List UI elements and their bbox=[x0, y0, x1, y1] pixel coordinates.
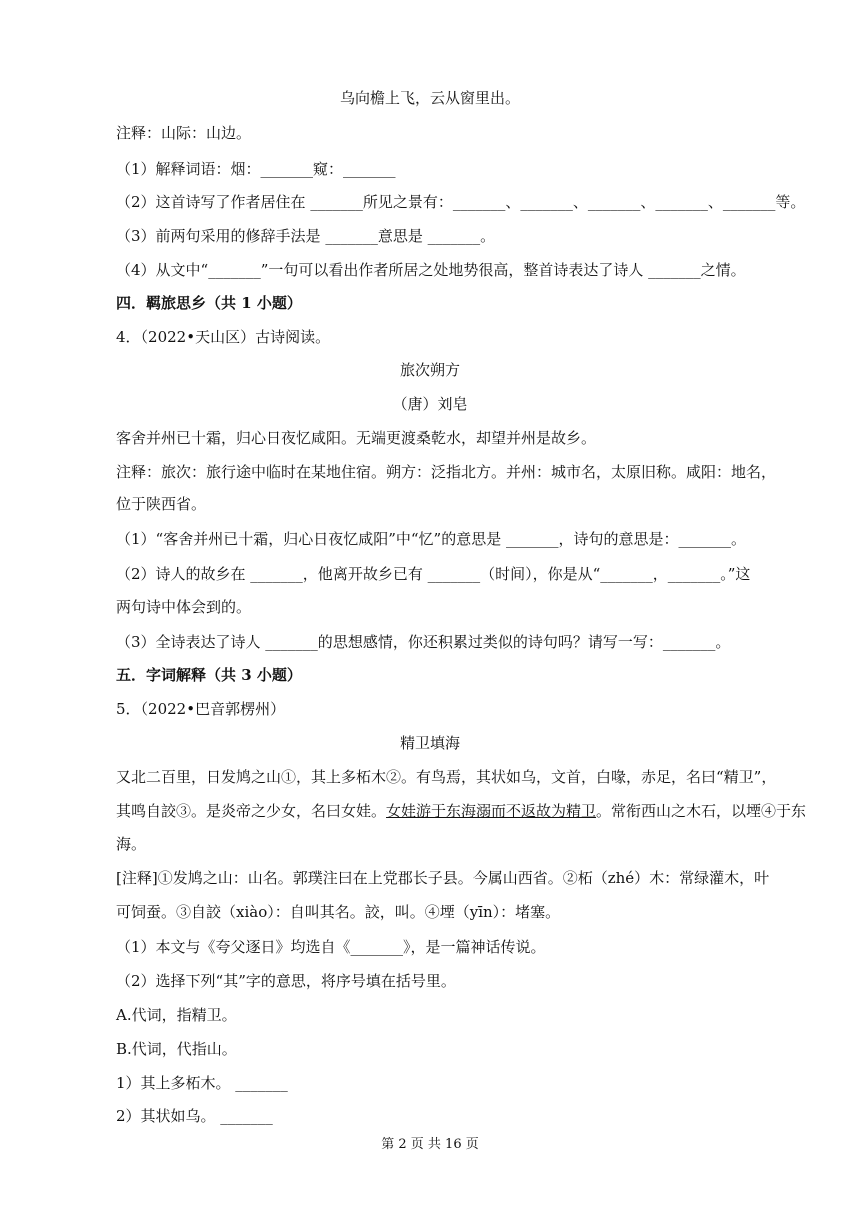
sub-question-2: 2）其状如乌。 _______ bbox=[116, 1107, 273, 1125]
poem-note: 注释：山际：山边。 bbox=[116, 124, 252, 142]
question-2: （2）这首诗写了作者居住在 _______所见之景有：_______、_______、_______、_______、_______等。 bbox=[116, 193, 806, 211]
question-4: （4）从文中“_______”一句可以看出作者所居之处地势很高，整首诗表达了诗人 _______之情。 bbox=[116, 261, 746, 279]
poem-note-line: 位于陕西省。 bbox=[116, 495, 207, 513]
passage-line: 海。 bbox=[116, 835, 147, 853]
question-1: （1）本文与《夸父逐日》均选自《_______》，是一篇神话传说。 bbox=[116, 938, 546, 956]
question-intro: 4．（2022•天山区）古诗阅读。 bbox=[116, 328, 331, 346]
underlined-sentence: 女娃游于东海溺而不返故为精卫 bbox=[386, 802, 597, 820]
question-3: （3）全诗表达了诗人 _______的思想感情，你还积累过类似的诗句吗？请写一写：_______。 bbox=[116, 633, 731, 651]
section-heading: 五．字词解释（共 3 小题） bbox=[116, 666, 302, 684]
option-a: A.代词，指精卫。 bbox=[116, 1006, 237, 1024]
poem-author: （唐）刘皂 bbox=[392, 395, 468, 413]
poem-title: 旅次朔方 bbox=[399, 361, 460, 379]
question-intro: 5．（2022•巴音郭楞州） bbox=[116, 700, 286, 718]
passage-note-line: [注释]①发鸠之山：山名。郭璞注曰在上党郡长子县。今属山西省。②柘（zhé）木：常绿灌木，叶 bbox=[116, 869, 770, 887]
passage-note-line: 可饲蚕。③自詨（xiào）：自叫其名。詨，叫。④堙（yīn）：堵塞。 bbox=[116, 903, 561, 921]
passage-text: 其鸣自詨③。是炎帝之少女，名曰女娃。 bbox=[116, 802, 387, 820]
question-2: （2）选择下列“其”字的意思，将序号填在括号里。 bbox=[116, 972, 456, 990]
passage-text: 。常衔西山之木石，以堙④于东 bbox=[596, 802, 807, 820]
option-b: B.代词，代指山。 bbox=[116, 1040, 237, 1058]
section-heading: 四．羁旅思乡（共 1 小题） bbox=[116, 294, 302, 312]
poem-note-line: 注释：旅次：旅行途中临时在某地住宿。朔方：泛指北方。并州：城市名，太原旧称。咸阳：地名， bbox=[116, 463, 777, 481]
passage-line bbox=[116, 801, 807, 821]
question-2-continued: 两句诗中体会到的。 bbox=[116, 598, 252, 616]
poem-text: 客舍并州已十霜，归心日夜忆咸阳。无端更渡桑乾水，却望并州是故乡。 bbox=[116, 429, 597, 447]
poem-last-line: 乌向檐上飞，云从窗里出。 bbox=[339, 89, 520, 107]
question-2: （2）诗人的故乡在 _______，他离开故乡已有 _______（时间），你是从“_______，_______。”这 bbox=[116, 565, 751, 583]
passage-line: 又北二百里，日发鸠之山①，其上多柘木②。有鸟焉，其状如乌，文首，白喙，赤足，名曰“精卫”， bbox=[116, 768, 777, 786]
sub-question-1: 1）其上多柘木。 _______ bbox=[116, 1074, 288, 1092]
question-1: （1）解释词语：烟：_______窥：_______ bbox=[116, 160, 396, 178]
question-1: （1）“客舍并州已十霜，归心日夜忆咸阳”中“忆”的意思是 _______，诗句的意思是：_______。 bbox=[116, 530, 746, 548]
passage-title: 精卫填海 bbox=[399, 734, 460, 752]
question-3: （3）前两句采用的修辞手法是 _______意思是 _______。 bbox=[116, 227, 496, 245]
page-footer: 第 2 页 共 16 页 bbox=[381, 1137, 479, 1152]
